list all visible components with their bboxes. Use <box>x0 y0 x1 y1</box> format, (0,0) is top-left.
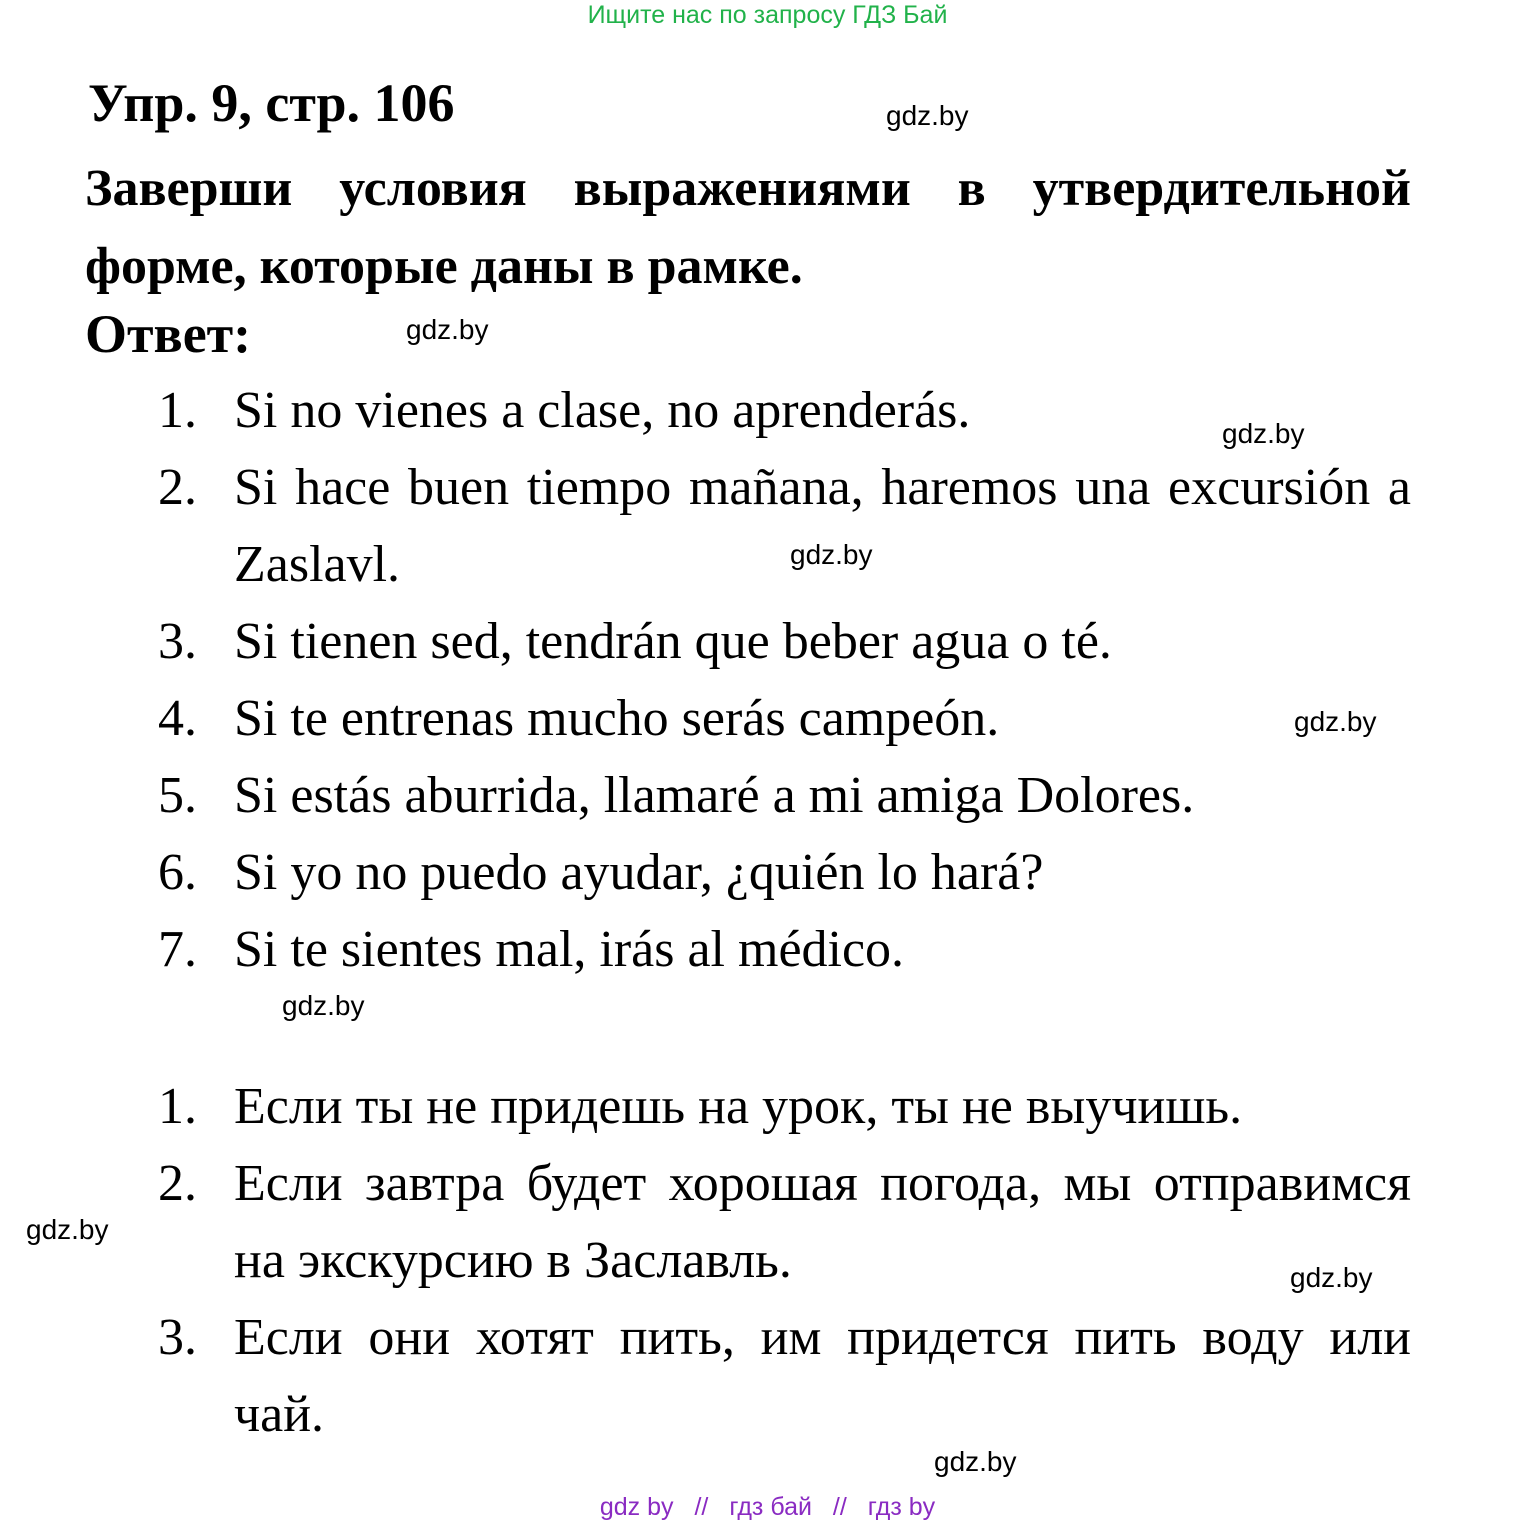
watermark: gdz.by <box>934 1446 1017 1477</box>
watermark: gdz.by <box>1222 418 1305 449</box>
russian-answer-list <box>158 1068 1411 1453</box>
list-item <box>158 1068 1411 1145</box>
footer-link-gdz-bai[interactable]: гдз бай <box>729 1493 812 1521</box>
task-text: Заверши условия выражениями в утвердительной форме, которые даны в рамке. <box>85 160 1411 295</box>
spanish-answer-list <box>158 372 1411 988</box>
watermark: gdz.by <box>790 539 873 570</box>
item-text: Si tienen sed, tendrán que beber agua o té. <box>234 613 1112 670</box>
list-item <box>158 757 1411 834</box>
footer-separator: // <box>694 1493 709 1521</box>
item-text: Si no vienes a clase, no aprenderás. <box>234 382 971 439</box>
list-item <box>158 449 1411 603</box>
answer-label: Ответ: <box>85 304 252 364</box>
footer-separator: // <box>832 1493 847 1521</box>
item-number: 3. <box>158 613 197 670</box>
item-text: Si hace buen tiempo mañana, haremos una excursión a Zaslavl. <box>234 459 1411 593</box>
item-number: 1. <box>158 382 197 439</box>
item-text: Если завтра будет хорошая погода, мы отправимся на экскурсию в Заславль. <box>234 1155 1411 1289</box>
item-number: 2. <box>158 1155 197 1212</box>
footer-links <box>0 1491 1535 1523</box>
list-item <box>158 1145 1411 1299</box>
list-item <box>158 834 1411 911</box>
exercise-title: Упр. 9, стр. 106 <box>88 73 455 133</box>
item-number: 3. <box>158 1309 197 1366</box>
item-text: Если ты не придешь на урок, ты не выучишь. <box>234 1078 1243 1135</box>
top-banner: Ищите нас по запросу ГДЗ Бай <box>587 1 948 29</box>
watermark: gdz.by <box>1294 706 1377 737</box>
item-number: 6. <box>158 844 197 901</box>
item-number: 5. <box>158 767 197 824</box>
item-number: 4. <box>158 690 197 747</box>
watermark: gdz.by <box>26 1214 109 1245</box>
watermark: gdz.by <box>1290 1262 1373 1293</box>
footer-link-gdz-by-cyrillic[interactable]: гдз by <box>867 1493 936 1521</box>
list-item <box>158 680 1411 757</box>
item-text: Si te entrenas mucho serás campeón. <box>234 690 1000 747</box>
watermark: gdz.by <box>886 100 969 131</box>
item-number: 2. <box>158 459 197 516</box>
list-item <box>158 1299 1411 1453</box>
list-item <box>158 603 1411 680</box>
item-text: Si estás aburrida, llamaré a mi amiga Dolores. <box>234 767 1195 824</box>
item-number: 1. <box>158 1078 197 1135</box>
watermark: gdz.by <box>282 990 365 1021</box>
footer-link-gdz-by[interactable]: gdz by <box>599 1493 674 1521</box>
item-text: Si te sientes mal, irás al médico. <box>234 921 905 978</box>
item-number: 7. <box>158 921 197 978</box>
watermark: gdz.by <box>406 314 489 345</box>
item-text: Если они хотят пить, им придется пить воду или чай. <box>234 1309 1411 1443</box>
list-item <box>158 911 1411 988</box>
item-text: Si yo no puedo ayudar, ¿quién lo hará? <box>234 844 1044 901</box>
